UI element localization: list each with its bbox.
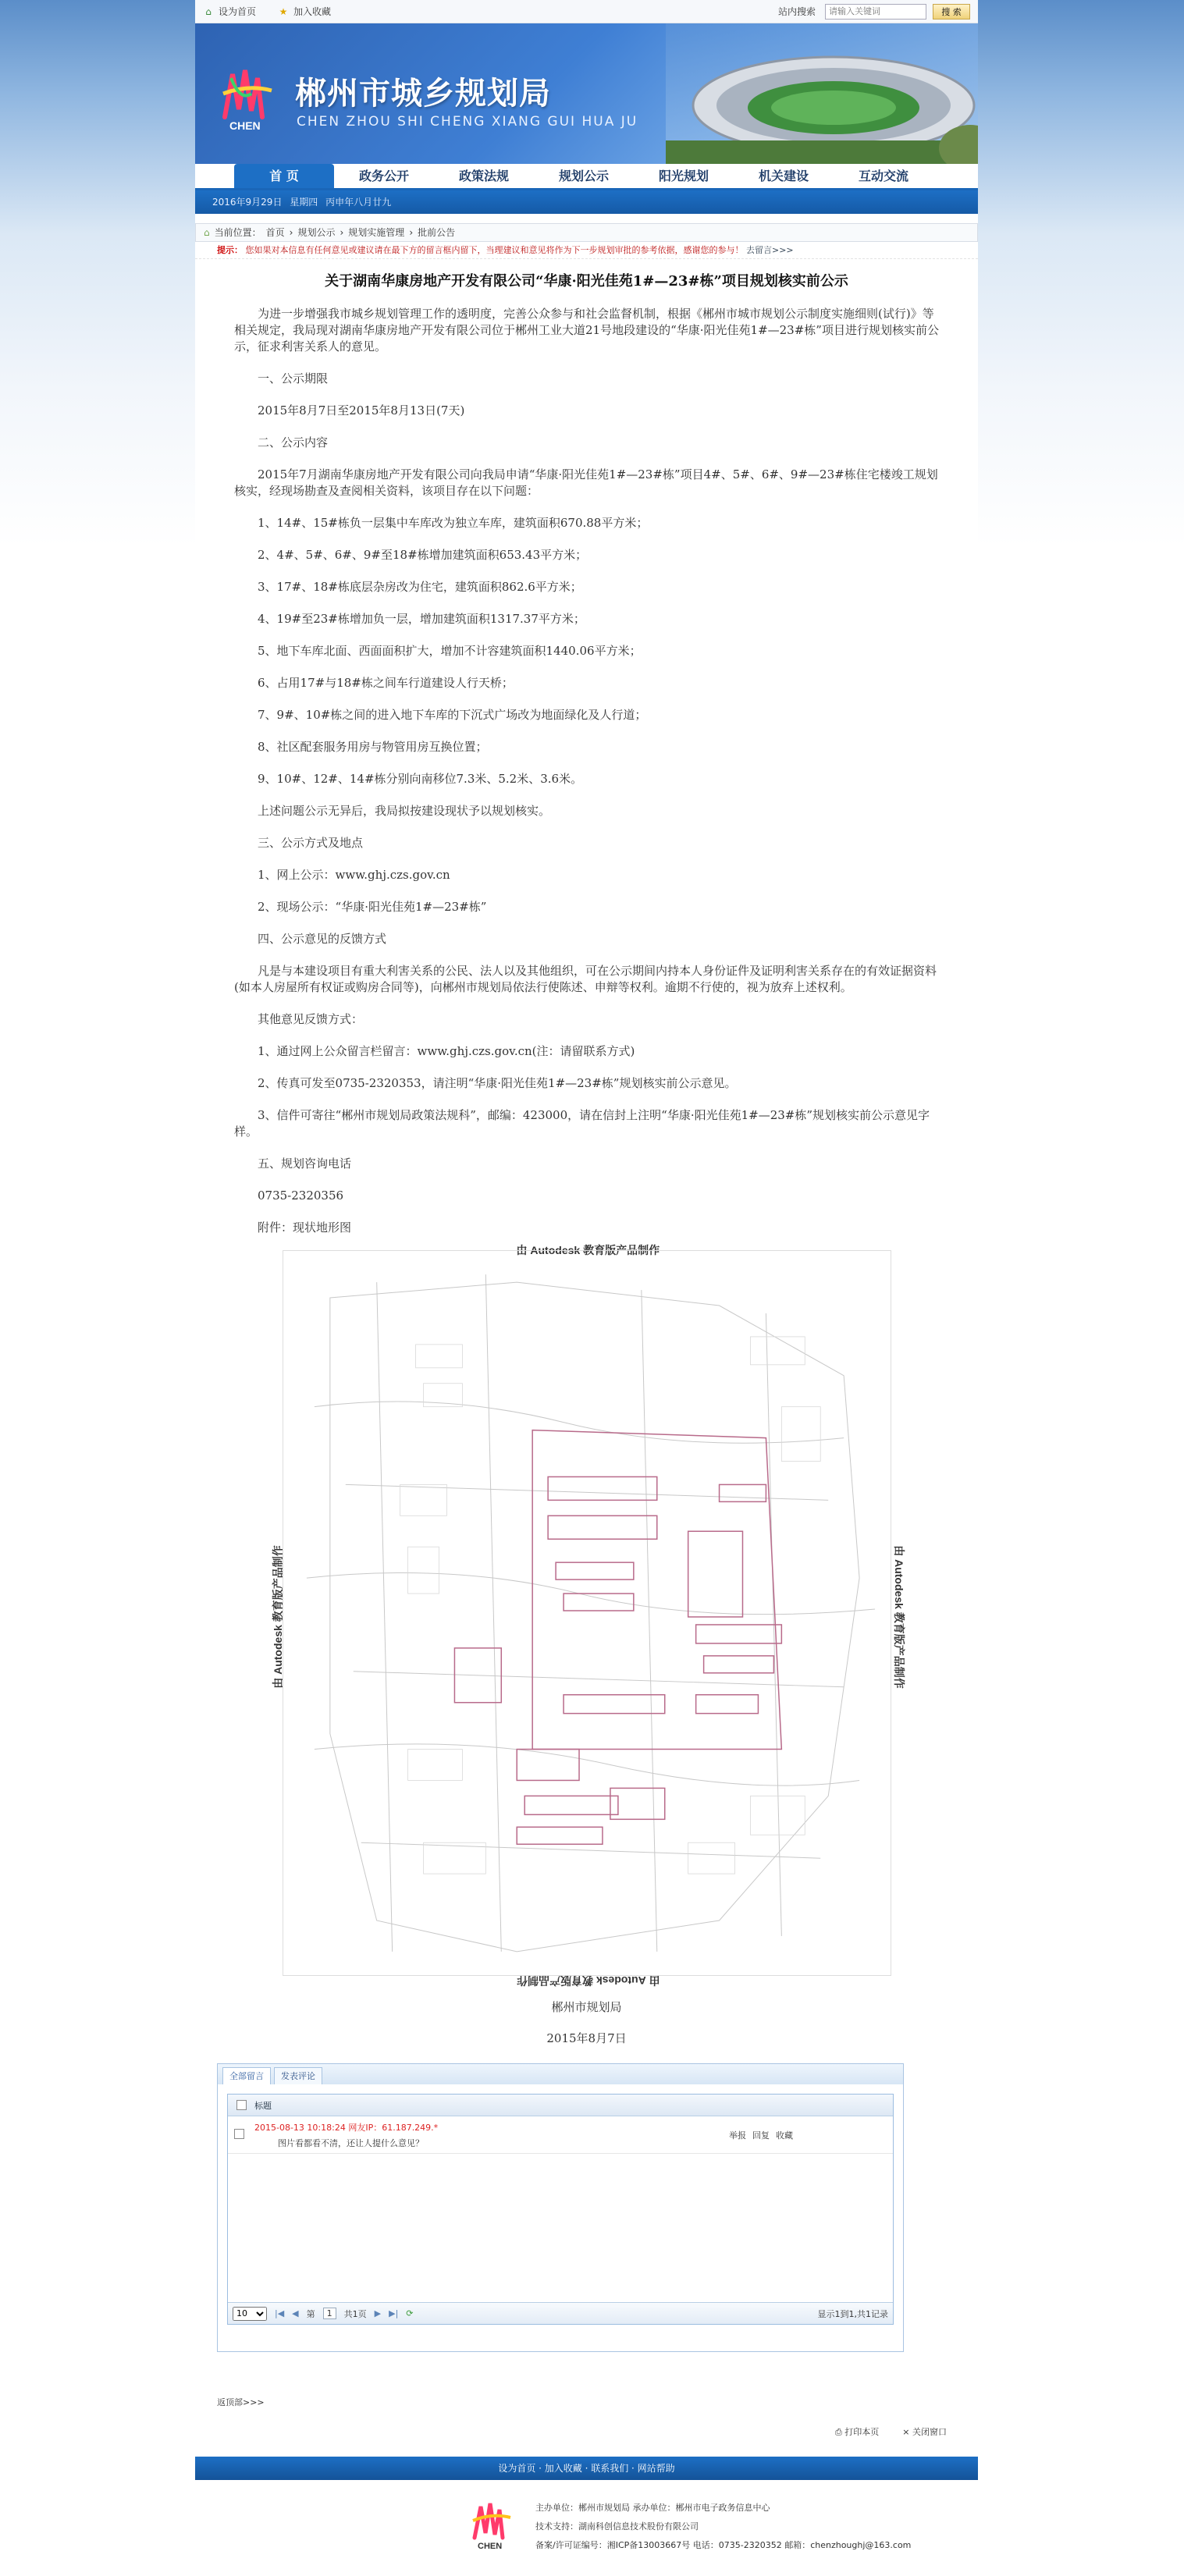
signature-block <box>195 1998 978 2048</box>
page <box>195 0 978 2576</box>
comment-meta: 2015-08-13 10:18:24 网友IP：61.187.249.* <box>254 2123 439 2133</box>
footer-info <box>195 2480 978 2574</box>
paragraph: 3、信件可寄往“郴州市规划局政策法规科”，邮编：423000，请在信封上注明“华康·阳光佳苑1#—23#栋”规划核实前公示意见字样。 <box>234 1108 930 1139</box>
prev-page-icon[interactable]: ◀ <box>292 2308 299 2318</box>
add-favorite-link[interactable] <box>278 5 331 18</box>
paragraph: 3、17#、18#栋底层杂房改为住宅，建筑面积862.6平方米； <box>258 580 582 594</box>
pagination-bar <box>228 2302 893 2324</box>
refresh-icon[interactable]: ⟳ <box>406 2308 414 2318</box>
comment-panel <box>217 2063 904 2352</box>
paragraph: 其他意见反馈方式： <box>258 1012 364 1026</box>
tip-text: 您如果对本信息有任何意见或建议请在最下方的留言框内留下，当理建议和意见将作为下一步规划审批的参考依据，感谢您的参与！ <box>245 245 744 255</box>
stadium-image <box>666 23 978 164</box>
comment-tabs <box>218 2064 903 2084</box>
site-map-image <box>251 1242 923 1987</box>
close-label: 关闭窗口 <box>912 2427 947 2437</box>
footer-line: 备案/许可证编号：湘ICP备13003667号 电话：0735-2320352 邮箱：chenzhoughj@163.com <box>535 2540 912 2550</box>
leave-message-link[interactable]: 去留言>>> <box>746 245 794 255</box>
breadcrumb-item[interactable]: 规划实施管理 <box>348 227 405 238</box>
add-favorite-label: 加入收藏 <box>293 6 332 17</box>
paragraph: 三、公示方式及地点 <box>258 836 364 850</box>
page-total: 共1页 <box>343 2308 367 2319</box>
search-input[interactable] <box>825 4 926 20</box>
comment-text: 图片看都看不清，还让人提什么意见？ <box>278 2138 424 2148</box>
footer-logo-icon <box>468 2497 520 2552</box>
logo-text: CHEN <box>229 119 261 132</box>
tab-all-comments[interactable]: 全部留言 <box>222 2067 271 2084</box>
footer-line: 主办单位：郴州市规划局 承办单位：郴州市电子政务信息中心 <box>535 2503 770 2513</box>
page-size-select[interactable] <box>233 2307 267 2321</box>
page-label: 第 <box>306 2308 315 2319</box>
page-tools <box>195 2425 947 2438</box>
top-bar <box>195 0 978 23</box>
main-nav <box>195 164 978 190</box>
paragraph: 4、19#至23#栋增加负一层，增加建筑面积1317.37平方米； <box>258 612 585 626</box>
tab-post-comment[interactable]: 发表评论 <box>274 2067 322 2084</box>
paragraph: 7、9#、10#栋之间的进入地下车库的下沉式广场改为地面绿化及人行道； <box>258 708 647 722</box>
paragraph: 一、公示期限 <box>258 371 329 386</box>
breadcrumb: ⌂ 当前位置： 首页 › 规划公示 › 规划实施管理 › 批前公告 <box>195 223 978 242</box>
nav-policies[interactable]: 政策法规 <box>458 169 509 183</box>
paragraph: 上述问题公示无异后，我局拟按建设现状予以规划核实。 <box>258 804 551 818</box>
paragraph: 0735-2320356 <box>258 1189 344 1203</box>
comment-row <box>228 2116 893 2154</box>
nav-government-affairs[interactable]: 政务公开 <box>358 169 409 183</box>
record-summary: 显示1到1,共1记录 <box>817 2308 888 2319</box>
paragraph: 1、网上公示：www.ghj.czs.gov.cn <box>258 868 450 882</box>
paragraph: 为进一步增强我市城乡规划管理工作的透明度，完善公众参与和社会监督机制，根据《郴州市城市规划公示制度实施细则(试行)》等相关规定，我局现对湖南华康房地产开发有限公司位于郴州工业大道21号地段建设的“华康·阳光佳苑1#—23#栋”项目进行规划核实前公示，征求利害关系人的意见。 <box>234 307 939 354</box>
paragraph: 2015年7月湖南华康房地产开发有限公司向我局申请“华康·阳光佳苑1#—23#栋”项目4#、5#、6#、9#—23#栋住宅楼竣工规划核实，经现场勘查及查阅相关资料，该项目存在以下问题： <box>234 467 938 498</box>
paragraph: 2015年8月7日至2015年8月13日(7天) <box>258 403 465 417</box>
search-label: 站内搜索 <box>777 6 816 17</box>
breadcrumb-item[interactable]: 规划公示 <box>297 227 336 238</box>
nav-home[interactable]: 首 页 <box>234 164 334 188</box>
breadcrumb-label: 当前位置： <box>214 227 261 238</box>
map-watermark: 由 Autodesk 教育版产品制作 <box>516 1974 660 1987</box>
sign-date: 2015年8月7日 <box>546 2031 627 2045</box>
row-checkbox[interactable] <box>234 2129 244 2139</box>
reply-link[interactable]: 回复 <box>752 2130 770 2141</box>
map-watermark: 由 Autodesk 教育版产品制作 <box>892 1545 905 1689</box>
home-icon: ⌂ <box>205 5 212 17</box>
paragraph: 9、10#、12#、14#栋分别向南移位7.3米、5.2米、3.6米。 <box>258 772 583 786</box>
breadcrumb-item[interactable]: 批前公告 <box>418 227 456 238</box>
paragraph: 五、规划咨询电话 <box>258 1157 352 1171</box>
set-home-link[interactable] <box>203 5 256 18</box>
article-title: 关于湖南华康房地产开发有限公司“华康·阳光佳苑1#—23#栋”项目规划核实前公示 <box>325 273 848 290</box>
report-link[interactable]: 举报 <box>729 2130 746 2141</box>
site-title: 郴州市城乡规划局 <box>295 76 551 112</box>
close-icon: × <box>902 2427 910 2437</box>
print-page-link[interactable] <box>835 2425 879 2438</box>
search-button[interactable]: 搜 索 <box>933 4 970 20</box>
comment-actions <box>729 2121 893 2141</box>
nav-planning-notice[interactable]: 规划公示 <box>558 169 609 183</box>
footer-links[interactable]: 设为首页 · 加入收藏 · 联系我们 · 网站帮助 <box>195 2457 978 2480</box>
paragraph: 1、14#、15#栋负一层集中车库改为独立车库，建筑面积670.88平方米； <box>258 516 649 530</box>
star-icon: ★ <box>279 5 288 17</box>
map-watermark: 由 Autodesk 教育版产品制作 <box>271 1545 284 1689</box>
nav-sunshine-planning[interactable]: 阳光规划 <box>658 169 709 183</box>
topographic-map <box>283 1250 891 1976</box>
header-title: 标题 <box>254 2100 272 2111</box>
page-number[interactable]: 1 <box>323 2308 336 2319</box>
paragraph: 5、地下车库北面、西面面积扩大，增加不计容建筑面积1440.06平方米； <box>258 644 642 658</box>
paragraph: 附件：现状地形图 <box>258 1220 352 1235</box>
paragraph: 2、现场公示：“华康·阳光佳苑1#—23#栋” <box>258 900 487 914</box>
comment-grid-header <box>228 2095 893 2116</box>
date-bar: 2016年9月29日 星期四 丙申年八月廿九 <box>195 190 978 214</box>
set-home-label: 设为首页 <box>219 6 257 17</box>
paragraph: 6、占用17#与18#栋之间车行道建设人行天桥； <box>258 676 514 690</box>
paragraph: 凡是与本建设项目有重大利害关系的公民、法人以及其他组织，可在公示期间内持本人身份证件及证明利害关系存在的有效证据资料(如本人房屋所有权证或购房合同等)，向郴州市规划局依法行使陈述、申辩等权利。逾期不行使的，视为放弃上述权利。 <box>234 964 937 994</box>
paragraph: 四、公示意见的反馈方式 <box>258 932 387 946</box>
tip-line <box>195 242 978 259</box>
paragraph: 8、社区配套服务用房与物管用房互换位置； <box>258 740 488 754</box>
breadcrumb-home-icon: ⌂ <box>204 227 210 238</box>
banner <box>195 23 978 164</box>
printer-icon: ⎙ <box>834 2427 842 2437</box>
back-to-top-link[interactable]: 返顶部>>> <box>217 2397 265 2407</box>
comment-grid <box>227 2094 894 2325</box>
favorite-link[interactable]: 收藏 <box>776 2130 793 2141</box>
breadcrumb-item[interactable]: 首页 <box>265 227 285 238</box>
signature: 郴州市规划局 <box>551 2000 622 2014</box>
article <box>195 270 978 1236</box>
footer-logo-text: CHEN <box>478 2542 503 2551</box>
nav-interaction[interactable]: 互动交流 <box>858 169 908 183</box>
first-page-icon[interactable]: |◀ <box>275 2308 285 2318</box>
logo-icon <box>217 62 284 133</box>
close-window-link[interactable] <box>902 2425 947 2438</box>
paragraph: 2、传真可发至0735-2320353，请注明“华康·阳光佳苑1#—23#栋”规划核实前公示意见。 <box>258 1076 737 1090</box>
last-page-icon[interactable]: ▶| <box>389 2308 399 2318</box>
footer-line: 技术支持：湖南科创信息技术股份有限公司 <box>535 2521 699 2532</box>
site-title-en: CHEN ZHOU SHI CHENG XIANG GUI HUA JU <box>297 114 638 130</box>
select-all-checkbox[interactable] <box>236 2100 247 2110</box>
paragraph: 二、公示内容 <box>258 435 329 449</box>
tip-label: 提示： <box>217 245 243 255</box>
paragraph: 1、通过网上公众留言栏留言：www.ghj.czs.gov.cn(注：请留联系方式) <box>258 1044 635 1058</box>
nav-agency-building[interactable]: 机关建设 <box>758 169 809 183</box>
footer-lines <box>535 2499 911 2555</box>
map-watermark: 由 Autodesk 教育版产品制作 <box>516 1244 660 1256</box>
paragraph: 2、4#、5#、6#、9#至18#栋增加建筑面积653.43平方米； <box>258 548 588 562</box>
next-page-icon[interactable]: ▶ <box>374 2308 382 2318</box>
print-label: 打印本页 <box>844 2427 880 2437</box>
